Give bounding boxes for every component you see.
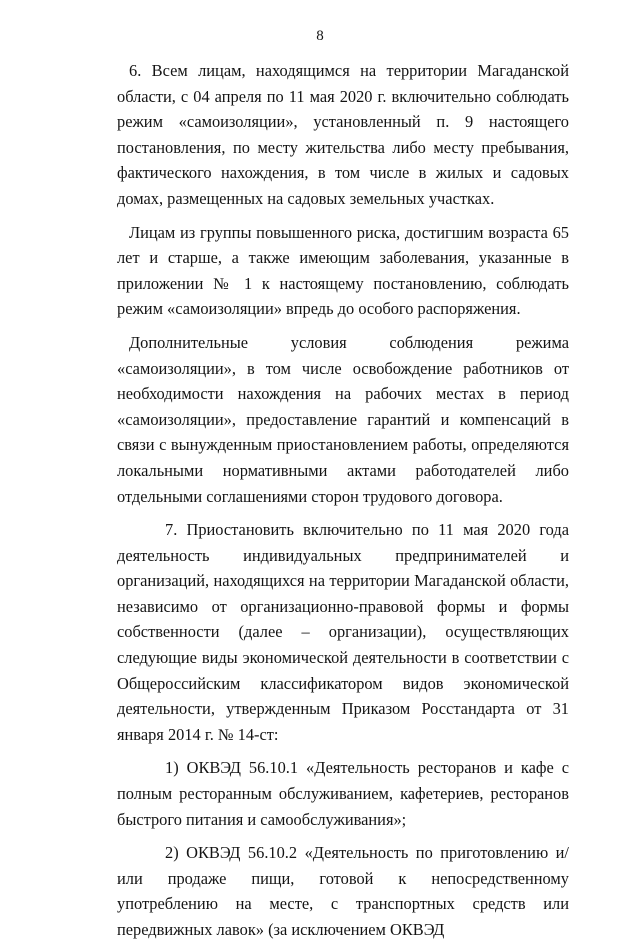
paragraph-high-risk: Лицам из группы повышенного риска, достигшим возраста 65 лет и старше, а также имеющим заболевания, указанные в приложении № 1 к настоящему постановлению, соблюдать режим «самоизоляции» впредь до особого распоряжения. xyxy=(117,222,569,319)
page-number: 8 xyxy=(316,28,324,44)
list-item-2: 2) ОКВЭД 56.10.2 «Деятельность по приготовлению и/или продаже пищи, готовой к непосредственному употреблению на месте, с транспортных средств или передвижных лавок» (за исключением ОКВЭД xyxy=(117,843,569,939)
paragraph-6: 6. Всем лицам, находящимся на территории Магаданской области, с 04 апреля по 11 мая 2020 г. включительно соблюдать режим «самоизоляции», установленный п. 9 настоящего постановления, по месту жительства либо месту пребывания, фактического нахождения, в том числе в жилых и садовых домах, размещенных на садовых земельных участках. xyxy=(117,61,569,208)
paragraph-additional-conditions: Дополнительные условия соблюдения режима «самоизоляции», в том числе освобождение работников от необходимости нахождения на рабочих местах в период «самоизоляции», предоставление гарантий и компенсаций в связи с вынужденным приостановлением работы, определяются локальными нормативными актами работодателей либо отдельными соглашениями сторон трудового договора. xyxy=(117,332,569,506)
list-item-1: 1) ОКВЭД 56.10.1 «Деятельность ресторанов и кафе с полным ресторанным обслуживанием, кафетериев, ресторанов быстрого питания и самообслуживания»; xyxy=(117,758,569,829)
document-body xyxy=(117,58,569,943)
paragraph-7: 7. Приостановить включительно по 11 мая 2020 года деятельность индивидуальных предпринимателей и организаций, находящихся на территории Магаданской области, независимо от организационно-правовой формы и формы собственности (далее – организации), осуществляющих следующие виды экономической деятельности в соответствии с Общероссийским классификатором видов экономической деятельности, утвержденным Приказом Росстандарта от 31 января 2014 г. № 14-ст: xyxy=(117,520,569,744)
